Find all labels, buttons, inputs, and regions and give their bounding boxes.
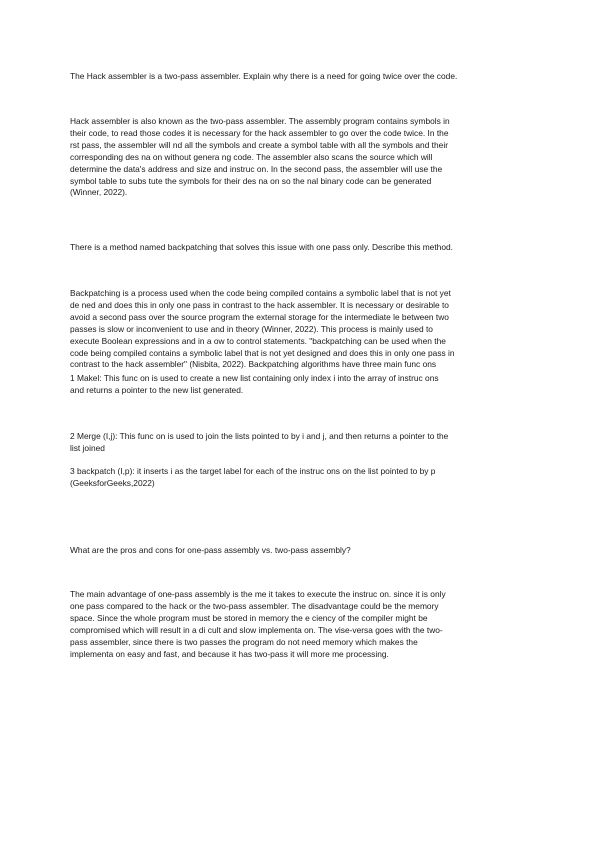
answer-2 (70, 288, 528, 371)
answer-3 (70, 589, 528, 660)
answer-3-line: The main advantage of one-pass assembly is the me it takes to execute the instruc on. since it is only (70, 589, 446, 599)
question-1 (70, 71, 528, 83)
list-item-merge (70, 431, 528, 455)
answer-1-line: Hack assembler is also known as the two-pass assembler. The assembly program contains symbols in (70, 116, 450, 126)
answer-2-line: de ned and does this in only one pass in contrast to the hack assembler. It is necessary or desirable to (70, 299, 449, 310)
answer-3-line: compromised which will result in a di cult and slow implementa on. The vise-versa goes with the two- (70, 624, 443, 635)
answer-2-line: code being compiled contains a symbolic label that is not yet designed and does this in only one pass in (70, 347, 455, 358)
answer-1 (70, 116, 528, 199)
question-1-line: The Hack assembler is a two-pass assembler. Explain why there is a need for going twice over the code. (70, 71, 458, 81)
answer-3-line: pass assembler, since there is two passes the program do not need memory which makes the (70, 636, 418, 647)
answer-1-line: determine the data's address and size and instruc on. In the second pass, the assembler will use the (70, 163, 443, 174)
list-item-line: 3 backpatch (I,p): it inserts i as the target label for each of the instruc ons on the list pointed to by p (70, 466, 436, 476)
answer-2-line: avoid a second pass over the source program the external storage for the intermediate le between two (70, 311, 449, 322)
answer-1-line: (Winner, 2022). (70, 187, 128, 198)
answer-2-line: contrast to the hack assembler" (Nisbita, 2022). Backpatching algorithms have three main func ons (70, 359, 437, 370)
answer-2-line: Backpatching is a process used when the code being compiled contains a symbolic label that is not yet (70, 288, 451, 298)
answer-1-line: their code, to read those codes it is necessary for the hack assembler to go over the code twice. In the (70, 127, 449, 138)
answer-2-line: execute Boolean expressions and in a ow to control statements. "backpatching can be used when the (70, 335, 446, 346)
question-3 (70, 545, 528, 557)
answer-1-line: rst pass, the assembler will nd all the symbols and create a symbol table with all the symbols and their (70, 139, 448, 150)
list-item-line: (GeeksforGeeks,2022) (70, 477, 155, 488)
list-item-line: list joined (70, 442, 105, 453)
list-item-line: 1 Makel: This func on is used to create a new list containing only index i into the array of instruc ons (70, 373, 439, 383)
question-2-line: There is a method named backpatching that solves this issue with one pass only. Describe this method. (70, 242, 453, 252)
question-3-line: What are the pros and cons for one-pass assembly vs. two-pass assembly? (70, 545, 351, 555)
answer-1-line: symbol table to subs tute the symbols for their des na on so the nal binary code can be generated (70, 175, 432, 186)
answer-3-line: implementa on easy and fast, and because it has two-pass it will more me processing. (70, 648, 389, 659)
list-item-line: and returns a pointer to the new list generated. (70, 384, 244, 395)
answer-3-line: one pass compared to the hack or the two-pass assembler. The disadvantage could be the memory (70, 600, 439, 611)
answer-2-line: passes is slow or inconvenient to use and in theory (Winner, 2022). This process is mainly used to (70, 323, 433, 334)
answer-3-line: space. Since the whole program must be stored in memory the e ciency of the compiler might be (70, 612, 428, 623)
list-item-makel (70, 373, 528, 397)
question-2 (70, 242, 528, 254)
list-item-line: 2 Merge (I,j): This func on is used to join the lists pointed to by i and j, and then returns a pointer to the (70, 431, 449, 441)
answer-1-line: corresponding des na on without genera ng code. The assembler also scans the source which will (70, 151, 433, 162)
list-item-backpatch (70, 466, 528, 490)
